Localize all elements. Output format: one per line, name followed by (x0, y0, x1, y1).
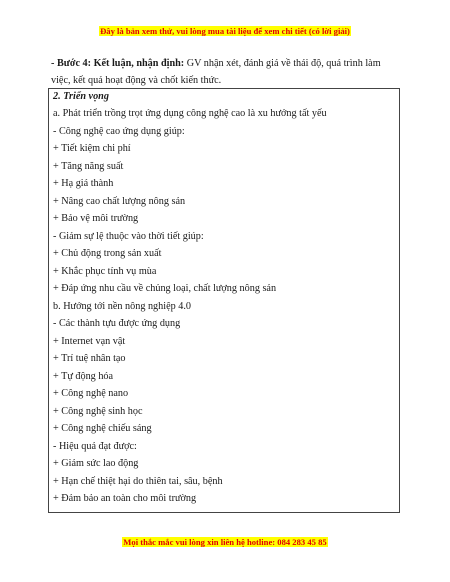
list-item: + Tăng năng suất (53, 161, 124, 172)
list-item: + Bảo vệ môi trường (53, 213, 139, 224)
list-item: + Trí tuệ nhân tạo (53, 353, 126, 364)
list-item: + Hạn chế thiệt hại do thiên tai, sâu, bệnh (53, 476, 223, 487)
list-item: - Công nghệ cao ứng dụng giúp: (53, 126, 185, 137)
section-heading: 2. Triển vọng (53, 91, 109, 102)
content-box (48, 88, 400, 513)
preview-notice-text: Đây là bản xem thử, vui lòng mua tài liệu để xem chi tiết (có lời giải) (100, 26, 350, 36)
list-item: - Hiệu quả đạt được: (53, 441, 137, 452)
list-item: + Tự động hóa (53, 371, 114, 382)
list-item: + Công nghệ nano (53, 388, 129, 399)
list-item: + Đảm bảo an toàn cho môi trường (53, 493, 197, 504)
list-item: + Tiết kiệm chi phí (53, 143, 131, 154)
list-item: + Công nghệ chiếu sáng (53, 423, 152, 434)
step-4-paragraph (51, 55, 391, 89)
list-item: + Nâng cao chất lượng nông sản (53, 196, 186, 207)
list-item: + Công nghệ sinh học (53, 406, 143, 417)
step-4-text: GV nhận xét, đánh giá về thái độ, quá trình làm việc, kết quả hoạt động và chốt kiến thức. (51, 58, 381, 86)
list-item: + Internet vạn vật (53, 336, 126, 347)
step-4-label: - Bước 4: Kết luận, nhận định: (51, 58, 185, 69)
preview-notice-banner (0, 26, 450, 36)
list-item: + Chủ động trong sản xuất (53, 248, 162, 259)
subsection-b-title: b. Hướng tới nền nông nghiệp 4.0 (53, 301, 191, 312)
subsection-a-title: a. Phát triển trồng trọt ứng dụng công nghệ cao là xu hướng tất yếu (53, 108, 327, 119)
list-item: - Giảm sự lệ thuộc vào thời tiết giúp: (53, 231, 204, 242)
hotline-text: Mọi thắc mắc vui lòng xin liên hệ hotline: 084 283 45 85 (123, 537, 327, 547)
hotline-banner (0, 537, 450, 547)
list-item: - Các thành tựu được ứng dụng (53, 318, 181, 329)
list-item: + Giảm sức lao động (53, 458, 139, 469)
list-item: + Đáp ứng nhu cầu về chủng loại, chất lượng nông sản (53, 283, 277, 294)
list-item: + Khắc phục tính vụ mùa (53, 266, 157, 277)
list-item: + Hạ giá thành (53, 178, 114, 189)
